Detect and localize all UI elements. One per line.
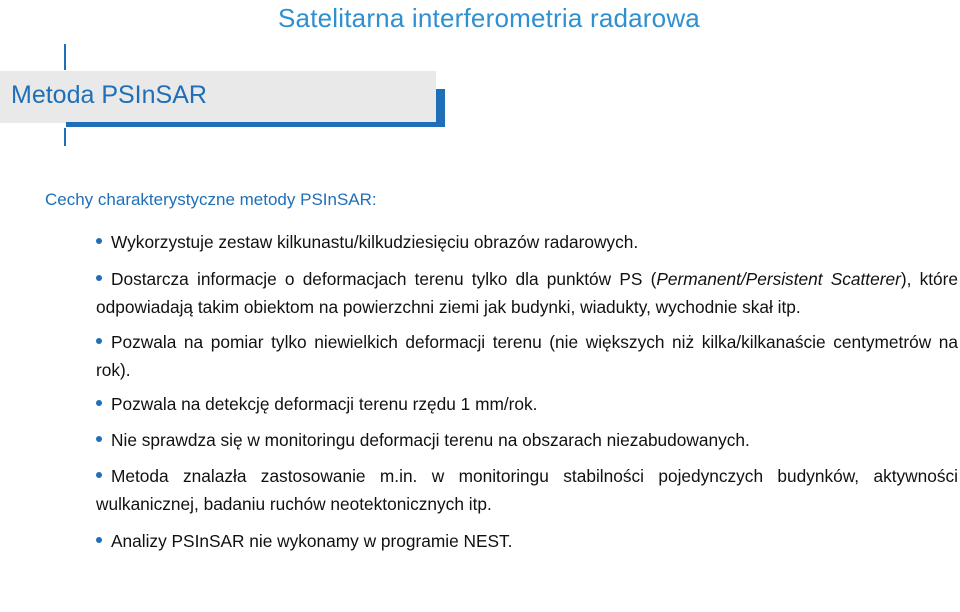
bullet-text: Analizy PSInSAR nie wykonamy w programie NEST. — [111, 531, 513, 551]
bullet-icon — [96, 537, 102, 543]
list-item — [96, 462, 958, 518]
bullet-icon — [96, 275, 102, 281]
list-item — [96, 228, 958, 256]
list-item — [96, 390, 958, 418]
list-item — [96, 527, 958, 555]
section-band-shadow — [436, 89, 445, 123]
bullet-text: Metoda znalazła zastosowanie m.in. w monitoringu stabilności pojedynczych budynków, aktywności wulkanicznej, badaniu ruchów neotektonicznych itp. — [96, 466, 958, 514]
bullet-text-start: Dostarcza informacje o deformacjach terenu tylko dla punktów PS ( — [111, 269, 657, 289]
bullet-text: Pozwala na detekcję deformacji terenu rzędu 1 mm/rok. — [111, 394, 538, 414]
decor-line-bottom — [64, 128, 66, 146]
section-title: Metoda PSInSAR — [11, 81, 207, 109]
list-item — [96, 265, 958, 321]
bullet-text-italic: Permanent/Persistent Scatterer — [656, 269, 901, 289]
list-item — [96, 328, 958, 384]
decor-line-top — [64, 44, 66, 70]
subheading: Cechy charakterystyczne metody PSInSAR: — [45, 190, 377, 209]
bullet-icon — [96, 436, 102, 442]
bullet-text-end: ), które odpowiadają takim obiektom na powierzchni ziemi jak budynki, wiadukty, wychodnie skał itp. — [96, 269, 958, 317]
section-band-shadow-bottom — [66, 122, 445, 127]
bullet-text: Nie sprawdza się w monitoringu deformacji terenu na obszarach niezabudowanych. — [111, 430, 750, 450]
bullet-text: Pozwala na pomiar tylko niewielkich deformacji terenu (nie większych niż kilka/kilkanaście centymetrów na rok). — [96, 332, 958, 380]
bullet-icon — [96, 338, 102, 344]
slide-title: Satelitarna interferometria radarowa — [278, 3, 700, 33]
bullet-icon — [96, 472, 102, 478]
bullet-list — [96, 228, 958, 555]
bullet-icon — [96, 238, 102, 244]
bullet-text: Wykorzystuje zestaw kilkunastu/kilkudziesięciu obrazów radarowych. — [111, 232, 639, 252]
bullet-icon — [96, 400, 102, 406]
list-item — [96, 426, 958, 454]
